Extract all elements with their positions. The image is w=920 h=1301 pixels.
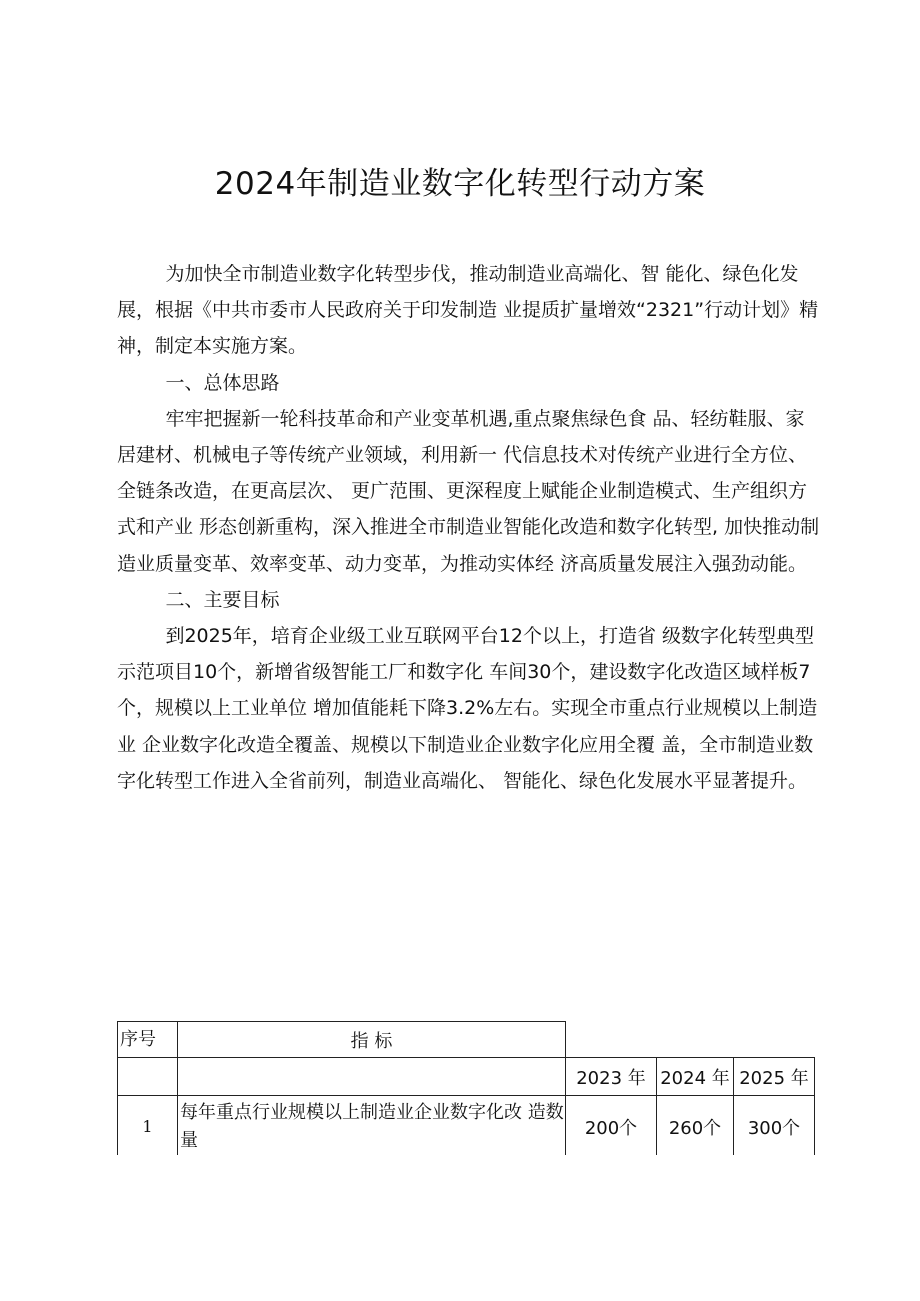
page-bottom-margin: [0, 1155, 920, 1301]
year-2023-header: 2023 年: [566, 1058, 657, 1096]
year-row-indicator-blank: [178, 1058, 566, 1096]
year-2024-header: 2024 年: [657, 1058, 734, 1096]
row-value-2024: 260个: [657, 1096, 734, 1158]
overall-approach-paragraph: 牢牢把握新一轮科技革命和产业变革机遇,重点聚焦绿色食 品、轻纺鞋服、家居建材、机械电子等传统产业领域，利用新一 代信息技术对传统产业进行全方位、全链条改造，在更高层次、 更广范围、更深程度上赋能企业制造模式、生产组织方式和产业 形态创新重构，深入推进全市制造业智能化改造和数字化转型, 加快推动制造业质量变革、效率变革、动力变革，为推动实体经 济高质量发展注入强劲动能。: [117, 407, 820, 575]
section-heading-main-goals: 二、主要目标: [165, 588, 280, 611]
year-row-serial-blank: [118, 1058, 178, 1096]
main-goals-paragraph: 到2025年，培育企业级工业互联网平台12个以上，打造省 级数字化转型典型示范项目10个，新增省级智能工厂和数字化 车间30个，建设数字化改造区域样板7个，规模以上工业单位 增加值能耗下降3.2%左右。实现全市重点行业规模以上制造业 企业数字化改造全覆盖、规模以下制造业企业数字化应用全覆 盖，全市制造业数字化转型工作进入全省前列，制造业高端化、 智能化、绿色化发展水平显著提升。: [117, 625, 818, 792]
row-indicator: 每年重点行业规模以上制造业企业数字化改 造数量: [178, 1096, 566, 1158]
table-row: [118, 1096, 815, 1158]
table-year-row: [118, 1058, 815, 1096]
row-serial: 1: [118, 1096, 178, 1158]
row-value-2025: 300个: [734, 1096, 815, 1158]
header-indicator: 指 标: [178, 1022, 566, 1058]
table-header-row: [118, 1022, 815, 1058]
indicator-table: [117, 1021, 815, 1158]
row-value-2023: 200个: [566, 1096, 657, 1158]
document-body: [117, 256, 823, 799]
header-serial: 序号: [118, 1022, 178, 1058]
page-title: 2024年制造业数字化转型行动方案: [214, 166, 706, 202]
intro-paragraph: 为加快全市制造业数字化转型步伐，推动制造业高端化、智 能化、绿色化发展，根据《中共市委市人民政府关于印发制造 业提质扩量增效“2321”行动计划》精神，制定本实施方案。: [117, 263, 819, 358]
year-2025-header: 2025 年: [734, 1058, 815, 1096]
section-heading-overall-approach: 一、总体思路: [165, 371, 280, 394]
header-blank: [566, 1022, 815, 1058]
